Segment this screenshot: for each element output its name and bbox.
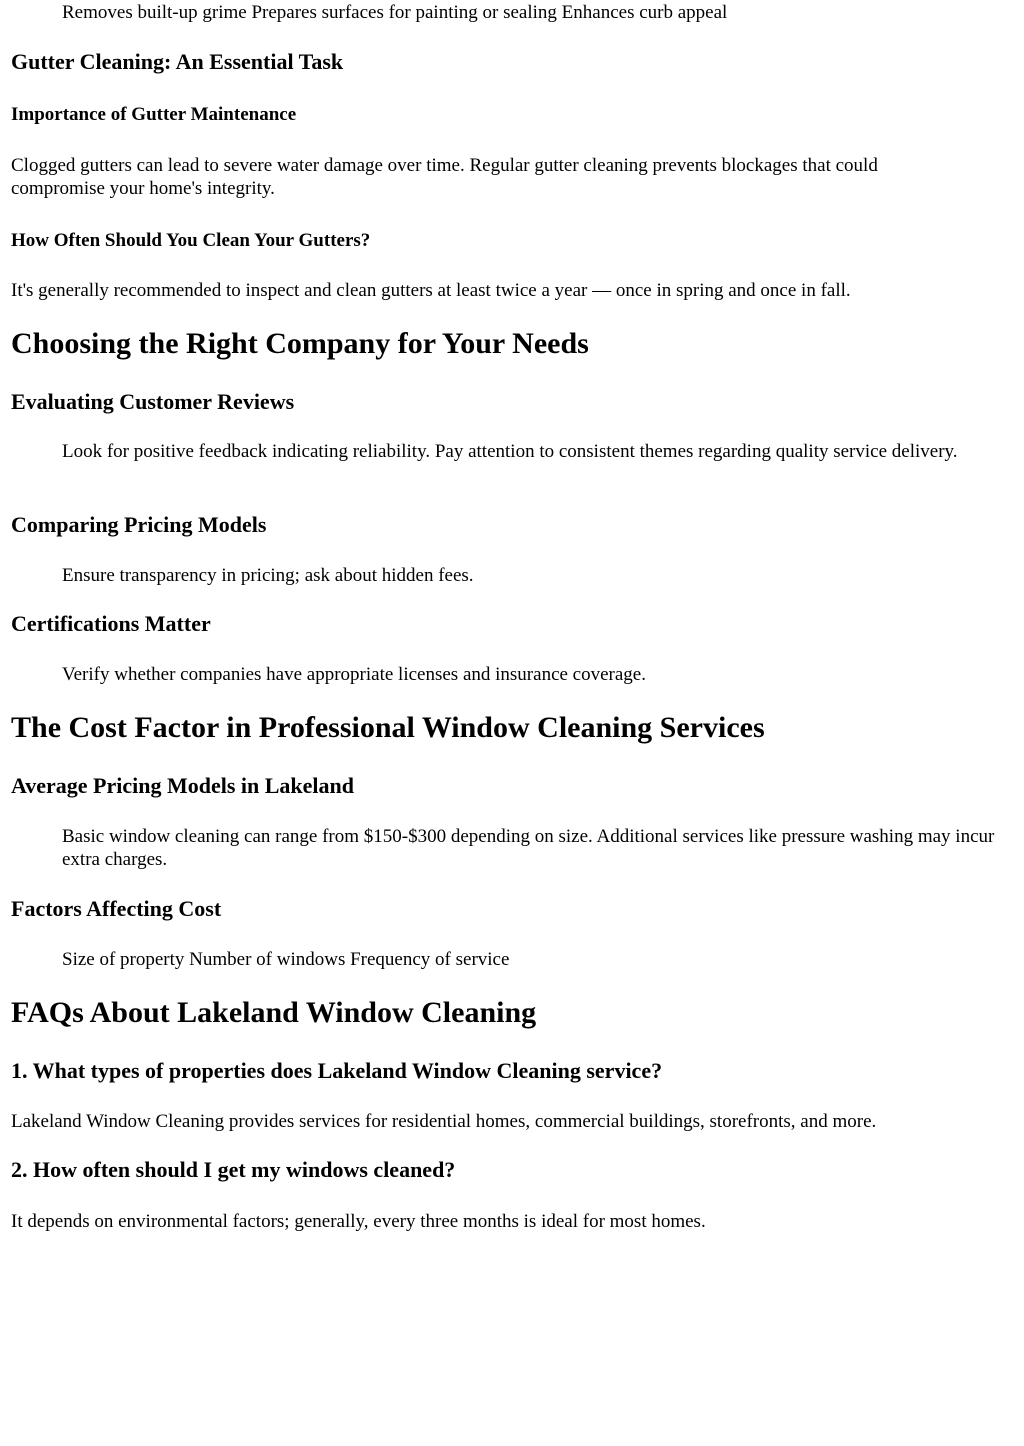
gutter-importance-text: Clogged gutters can lead to severe water damage over time. Regular gutter cleaning prevents blockages that could compromise your home's integrity. [11, 155, 878, 199]
cost-factors-list: Size of property Number of windows Frequency of service [62, 949, 510, 970]
gutter-frequency-text: It's generally recommended to inspect and clean gutters at least twice a year — once in spring and once in fall. [11, 280, 851, 301]
pressure-washing-benefits-list: Removes built-up grime Prepares surfaces for painting or sealing Enhances curb appeal [62, 2, 728, 23]
cost-factor-heading: The Cost Factor in Professional Window Cleaning Services [11, 711, 765, 744]
faq-answer: It depends on environmental factors; generally, every three months is ideal for most homes. [11, 1211, 706, 1232]
customer-reviews-text: Look for positive feedback indicating reliability. Pay attention to consistent themes regarding quality service delivery. [62, 441, 958, 462]
faq-question: 2. How often should I get my windows cleaned? [11, 1157, 456, 1182]
customer-reviews-heading: Evaluating Customer Reviews [11, 389, 295, 414]
choosing-company-heading: Choosing the Right Company for Your Needs [11, 327, 589, 360]
certifications-heading: Certifications Matter [11, 611, 211, 636]
faq-heading: FAQs About Lakeland Window Cleaning [11, 996, 537, 1029]
faq-answer: Lakeland Window Cleaning provides services for residential homes, commercial buildings, storefronts, and more. [11, 1111, 877, 1132]
gutter-importance-heading: Importance of Gutter Maintenance [11, 104, 297, 125]
pricing-models-text: Ensure transparency in pricing; ask about hidden fees. [62, 565, 474, 586]
faq-question: 1. What types of properties does Lakeland Window Cleaning service? [11, 1058, 663, 1083]
pricing-models-heading: Comparing Pricing Models [11, 512, 267, 537]
gutter-cleaning-heading: Gutter Cleaning: An Essential Task [11, 49, 344, 74]
certifications-text: Verify whether companies have appropriate licenses and insurance coverage. [62, 664, 646, 685]
average-pricing-heading: Average Pricing Models in Lakeland [11, 773, 355, 798]
average-pricing-text: Basic window cleaning can range from $150-$300 depending on size. Additional services like pressure washing may incur extra charges. [62, 826, 995, 870]
gutter-frequency-heading: How Often Should You Clean Your Gutters? [11, 230, 371, 251]
cost-factors-heading: Factors Affecting Cost [11, 896, 222, 921]
